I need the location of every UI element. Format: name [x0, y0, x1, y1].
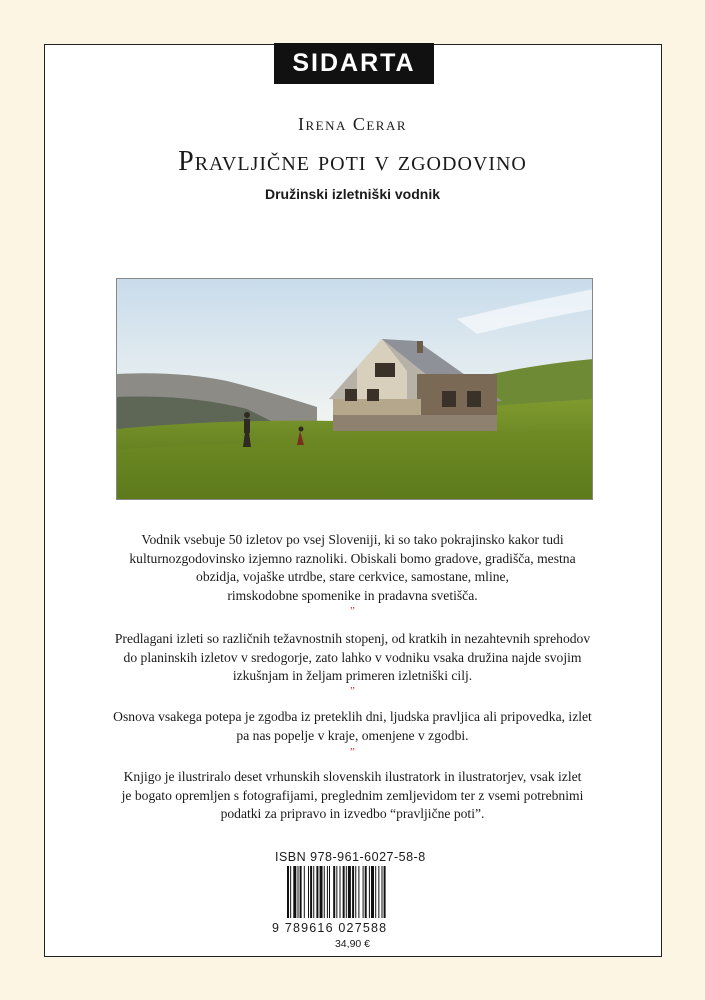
paragraph-3: Osnova vsakega potepa je zgodba iz preteklih dni, ljudska pravljica ali pripovedka, izlet pa nas popelje v kraje, omenjene v zgodbi. — [113, 709, 592, 743]
alpine-house-meadow-photo — [116, 278, 593, 500]
publisher-logo: SIDARTA — [274, 43, 434, 84]
book-title: Pravljične poti v zgodovino — [178, 146, 527, 177]
isbn-text: ISBN 978-961-6027-58-8 — [275, 850, 426, 864]
book-subtitle: Družinski izletniški vodnik — [264, 186, 441, 202]
barcode-icon — [286, 866, 426, 918]
paragraph-2: Predlagani izleti so različnih težavnostnih stopenj, od kratkih in nezahtevnih sprehodov do planinskih izletov v sredogorje, zato lahko v vodniku vsaka družina najde svojim izkušnjam in željam primeren izletniški cilj. — [114, 631, 591, 683]
separator-mark: ” — [350, 746, 355, 758]
barcode-number: 9 789616 027588 — [272, 921, 388, 935]
separator-mark: ” — [350, 605, 355, 617]
paragraph-4: Knjigo je ilustriralo deset vrhunskih slovenskih ilustratork in ilustratorjev, vsak izlet je bogato opremljen s fotografijami, preglednim zemljevidom ter z vsemi potrebnimi podatki za pripravo in izvedbo “pravljične poti”. — [121, 769, 584, 821]
separator-mark: ” — [350, 685, 355, 697]
author-name: Irena Cerar — [297, 114, 408, 134]
price-label: 34,90 € — [334, 938, 371, 950]
paragraph-1: Vodnik vsebuje 50 izletov po vsej Sloveniji, ki so tako pokrajinsko kakor tudi kulturnozgodovinsko izjemno raznoliki. Obiskali bomo gradove, gradišča, mestna obzidja, vojaške utrdbe, stare cerkvice, samostane, mline, rimskodobne spomenike in pradavna svetišča. — [129, 532, 576, 603]
